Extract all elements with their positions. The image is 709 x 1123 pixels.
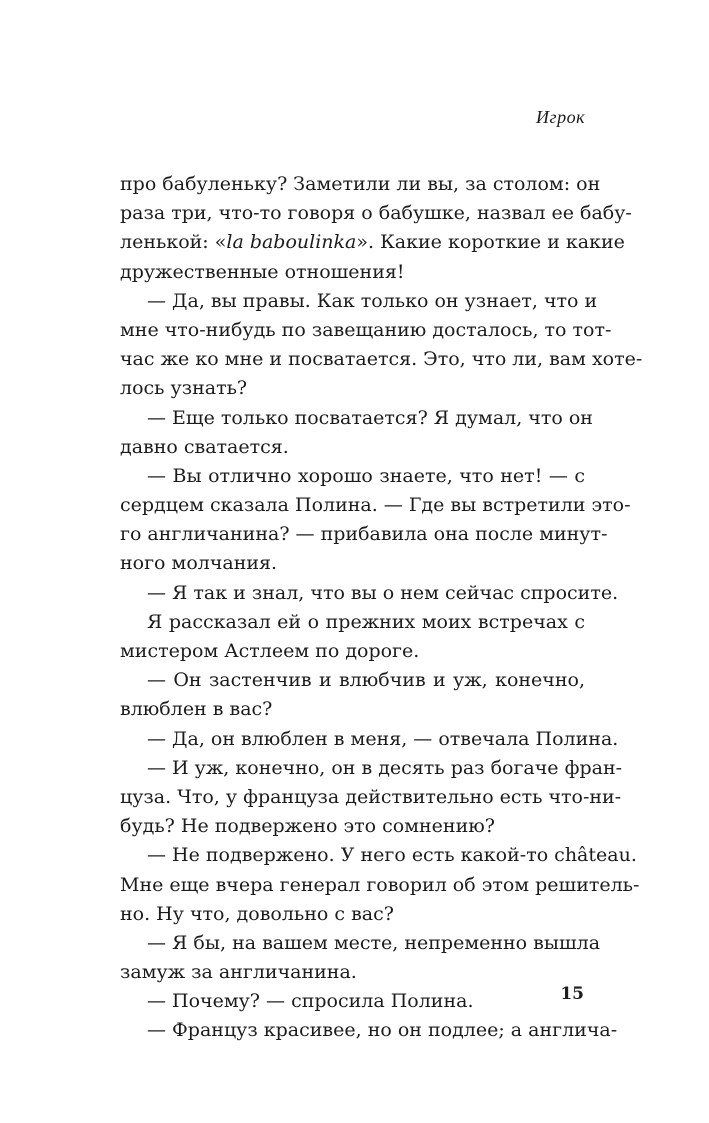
text-line: час же ко мне и посватается. Это, что ли, вам хоте-: [120, 348, 643, 371]
text-line: сердцем сказала Полина. — Где вы встретили это-: [120, 494, 631, 517]
text-line: — Почему? — спросила Полина.: [147, 990, 474, 1013]
text-line: — Да, вы правы. Как только он узнает, что и: [147, 289, 598, 312]
page-number: 15: [560, 984, 584, 1004]
text-line: замуж за англичанина.: [120, 961, 357, 984]
text-line: — Не подвержено. У него есть какой-то château.: [147, 844, 637, 867]
text-line: влюблен в вас?: [120, 698, 273, 721]
text-line: Я рассказал ей о прежних моих встречах с: [147, 610, 585, 633]
text-line: цуза. Что, у француза действительно есть что-ни-: [120, 785, 622, 808]
italic-phrase: la baboulinka: [226, 231, 357, 254]
text-segment: ленькой: «: [120, 231, 227, 254]
text-line: го англичанина? — прибавила она после минут-: [120, 523, 608, 546]
text-line: Мне еще вчера генерал говорил об этом решитель-: [120, 873, 640, 896]
text-line: раза три, что-то говоря о бабушке, назвал ее бабу-: [120, 202, 632, 225]
text-line: лось узнать?: [120, 377, 248, 400]
text-line: — Я так и знал, что вы о нем сейчас спросите.: [147, 581, 619, 604]
text-line: — Он застенчив и влюбчив и уж, конечно,: [147, 669, 585, 692]
body-text: [120, 170, 643, 1046]
text-line: мне что-нибудь по завещанию досталось, то тот-: [120, 318, 612, 341]
text-line: — Я бы, на вашем месте, непременно вышла: [147, 931, 601, 954]
text-line: — Да, он влюблен в меня, — отвечала Полина.: [147, 727, 619, 750]
text-line: ного молчания.: [120, 552, 278, 575]
text-line: про бабуленьку? Заметили ли вы, за столом: он: [120, 173, 601, 195]
text-line: — Француз красивее, но он подлее; а англича-: [147, 1019, 618, 1042]
running-head-title: Игрок: [536, 107, 585, 127]
text-line: но. Ну что, довольно с вас?: [120, 902, 394, 925]
text-line: — И уж, конечно, он в десять раз богаче фран-: [147, 756, 623, 779]
text-line: дружественные отношения!: [120, 260, 405, 283]
text-line: будь? Не подвержено это сомнению?: [120, 815, 495, 838]
text-line: [120, 228, 625, 257]
text-line: мистером Астлеем по дороге.: [120, 640, 420, 662]
text-line: — Еще только посватается? Я думал, что он: [147, 406, 593, 429]
text-line: — Вы отлично хорошо знаете, что нет! — с: [147, 464, 585, 487]
text-line: давно сватается.: [120, 435, 289, 458]
text-segment: ». Какие короткие и какие: [356, 231, 625, 254]
